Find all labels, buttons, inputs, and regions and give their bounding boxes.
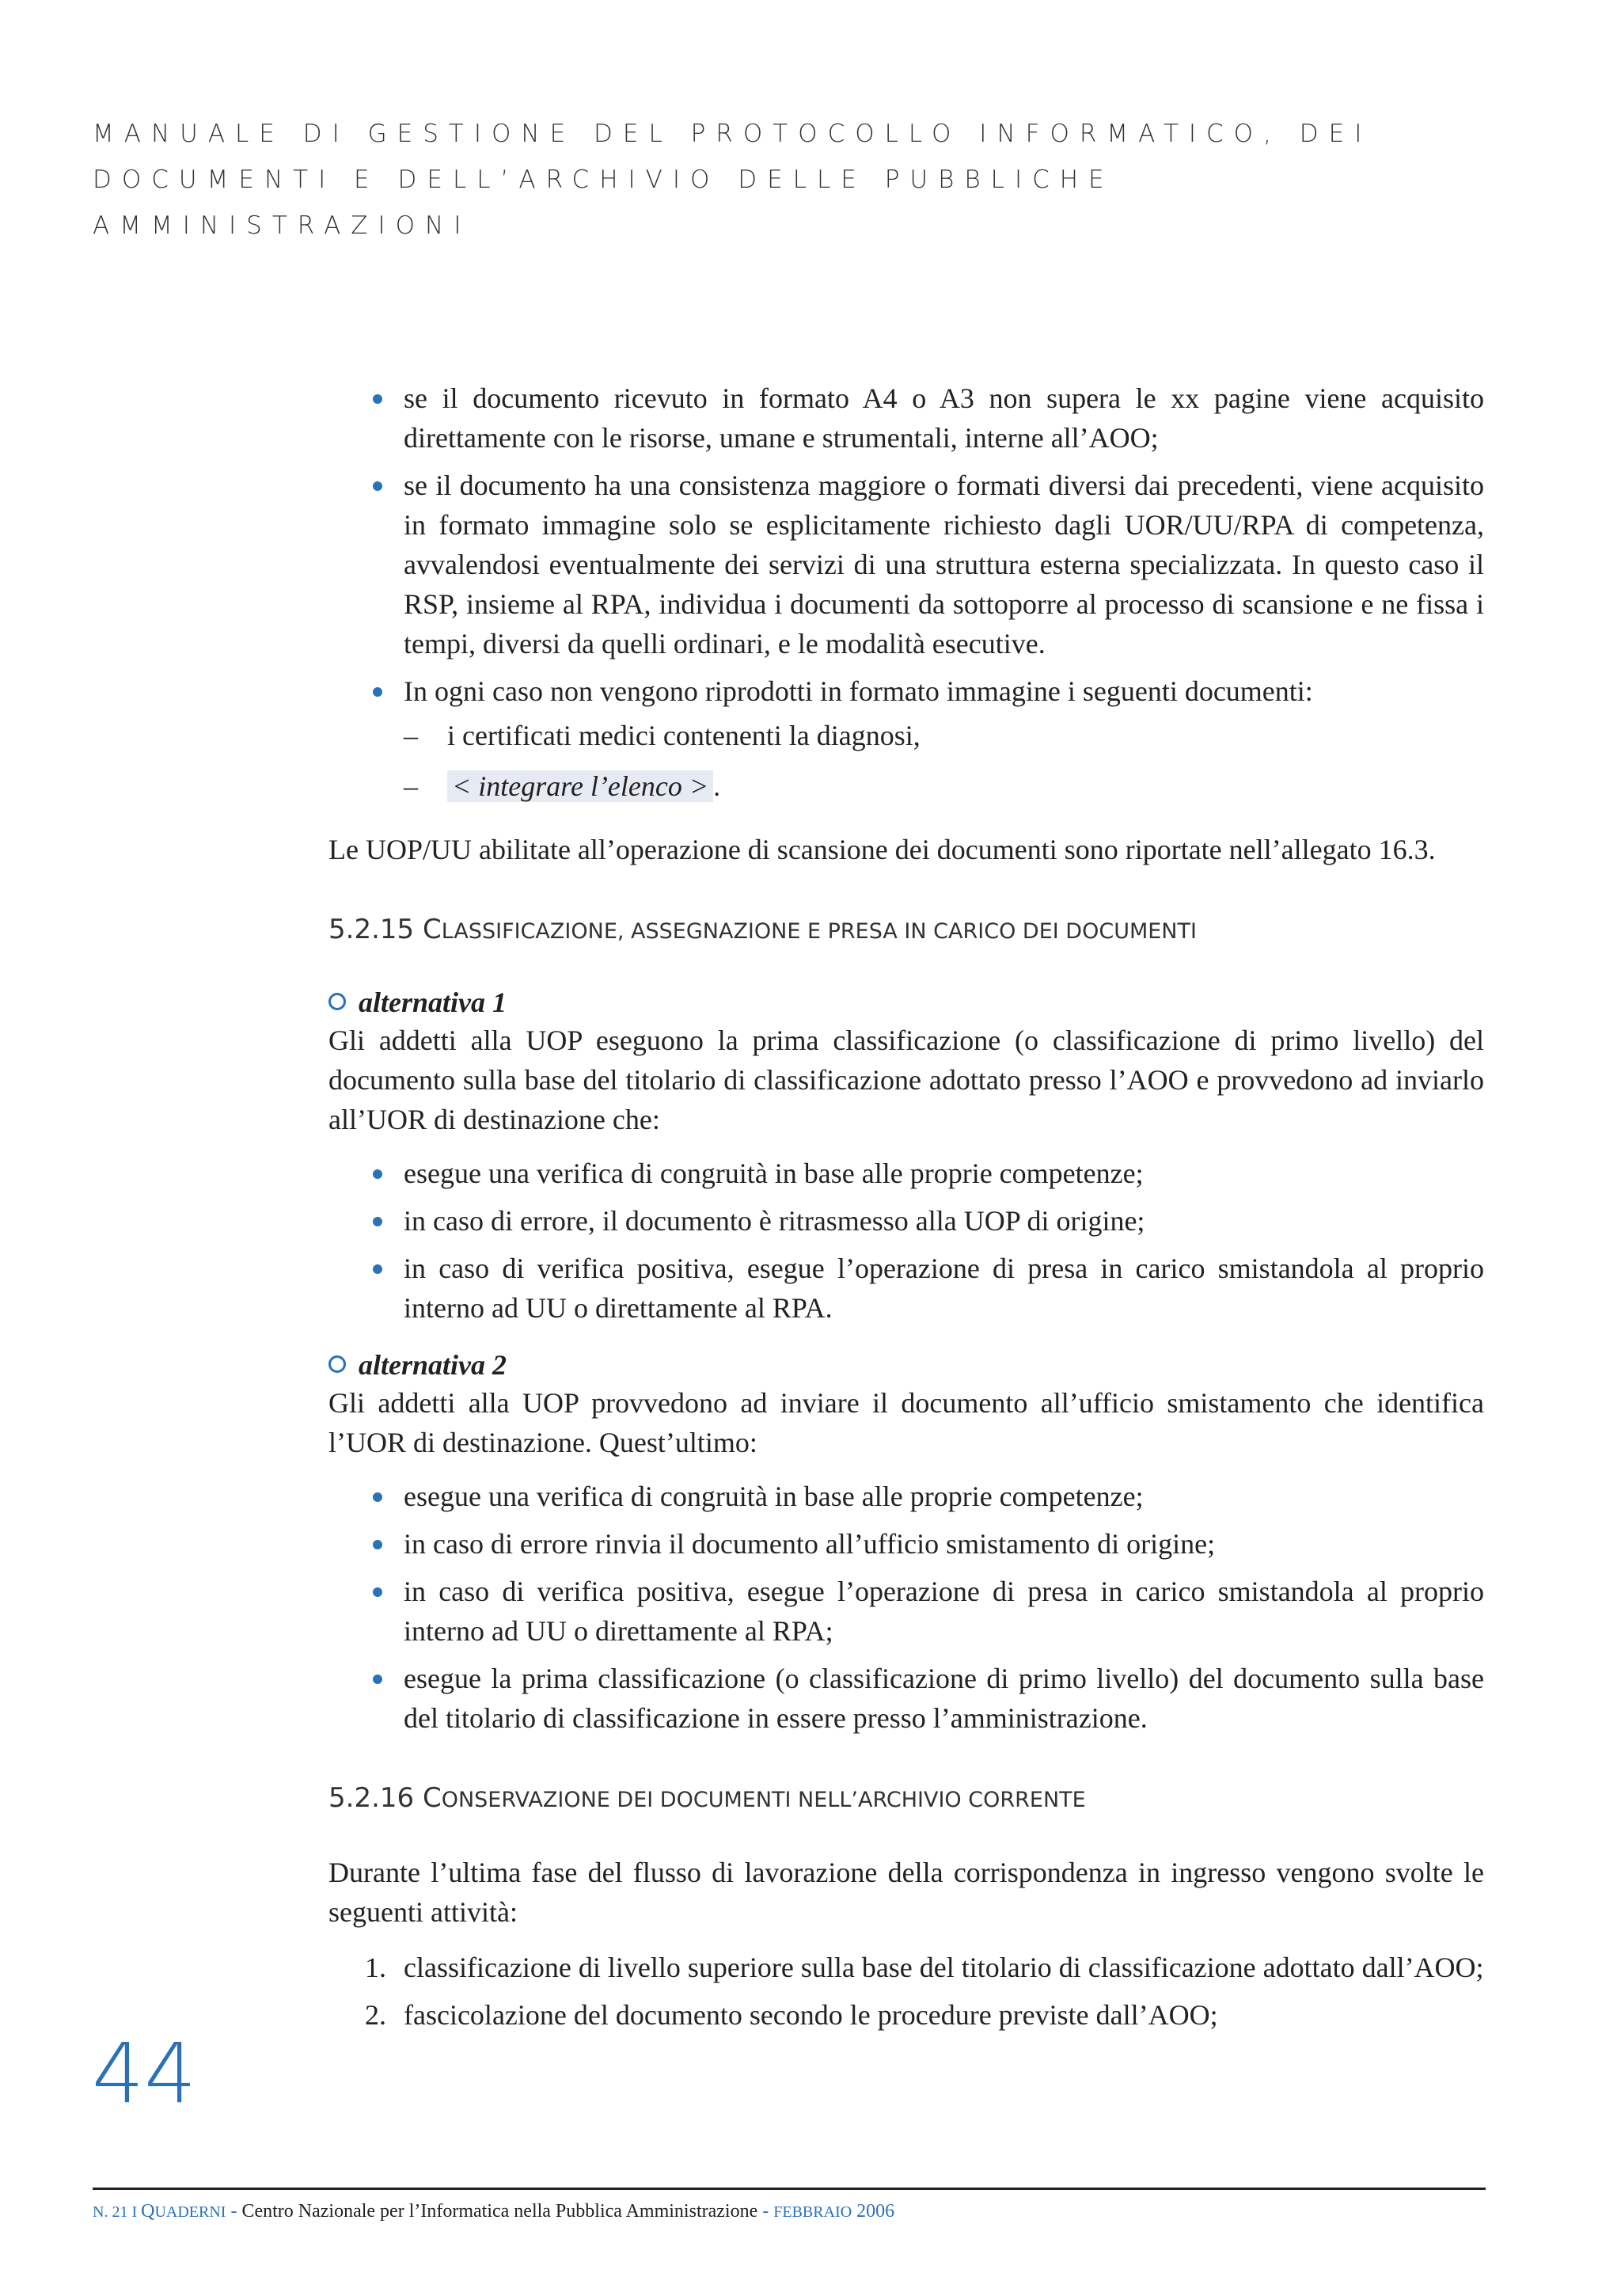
- numbered-item: [328, 1948, 1484, 1987]
- list-item: se il documento ricevuto in formato A4 o A3 non supera le xx pagine viene acquisito direttamente con le risorse, umane e strumentali, interne all’AOO;: [328, 378, 1484, 458]
- list-item-text: In ogni caso non vengono riprodotti in formato immagine i seguenti documenti:: [404, 675, 1313, 707]
- footer-year: 2006: [852, 2201, 895, 2222]
- item-text: classificazione di livello superiore sulla base del titolario di classificazione adottato dall’AOO;: [404, 1952, 1484, 1983]
- footer-month: FEBBRAIO: [773, 2203, 852, 2221]
- footer-divider: [93, 2188, 1486, 2190]
- dash-item: [404, 766, 1484, 806]
- alternative-2-intro: Gli addetti alla UOP provvedono ad inviare il documento all’ufficio smistamento che identifica l’UOR di destinazione. Quest’ultimo:: [328, 1387, 1484, 1458]
- paragraph-final-phase: Durante l’ultima fase del flusso di lavorazione della corrispondenza in ingresso vengono svolte le seguenti attività:: [328, 1857, 1484, 1928]
- alternative-2-heading: [328, 1347, 1484, 1383]
- dash-list-excluded-documents: [404, 716, 1484, 806]
- item-number: 2.: [365, 1999, 386, 2031]
- list-item: in caso di errore, il documento è ritrasmesso alla UOP di origine;: [328, 1201, 1484, 1241]
- section-number: 5.2.16: [328, 1782, 415, 1814]
- footer-series-rest: UADERNI: [154, 2203, 226, 2221]
- circle-bullet-icon: [328, 1355, 346, 1373]
- alternative-2-list: [328, 1477, 1484, 1738]
- circle-bullet-icon: [328, 993, 346, 1010]
- footer-publisher: Centro Nazionale per l’Informatica nella Pubblica Amministrazione: [241, 2201, 758, 2222]
- footer-series-initial: Q: [141, 2201, 155, 2222]
- section-title-rest: LASSIFICAZIONE, ASSEGNAZIONE E PRESA IN CARICO DEI DOCUMENTI: [441, 919, 1197, 944]
- section-heading-5-2-16: [328, 1782, 1484, 1816]
- numbered-item: [328, 1995, 1484, 2035]
- footer-separator: -: [757, 2201, 774, 2222]
- page-body: [328, 378, 1484, 2043]
- list-item: [328, 671, 1484, 806]
- list-item: in caso di verifica positiva, esegue l’operazione di presa in carico smistandola al proprio interno ad UU o direttamente al RPA;: [328, 1572, 1484, 1651]
- alternative-1-label: alternativa 1: [359, 986, 507, 1018]
- bullet-list-scan-rules: [328, 378, 1484, 806]
- item-number: 1.: [365, 1952, 386, 1983]
- section-number: 5.2.15: [328, 914, 415, 945]
- section-title-initial: C: [422, 914, 442, 945]
- section-title-rest: ONSERVAZIONE DEI DOCUMENTI NELL’ARCHIVIO CORRENTE: [441, 1788, 1086, 1812]
- list-item: se il documento ha una consistenza maggiore o formati diversi dai precedenti, viene acquisito in formato immagine solo se esplicitamente richiesto dagli UOR/UU/RPA di competenza, avvalendosi eventualmente dei servizi di una struttura esterna specializzata. In questo caso il RSP, insieme al RPA, individua i documenti da sottoporre al processo di scansione e ne fissa i tempi, diversi da quelli ordinari, e le modalità esecutive.: [328, 466, 1484, 663]
- running-header: [93, 111, 1486, 249]
- alternative-2-label: alternativa 2: [359, 1349, 507, 1381]
- numbered-list-activities: [328, 1948, 1484, 2035]
- list-item: esegue una verifica di congruità in base alle proprie competenze;: [328, 1154, 1484, 1193]
- list-item: esegue una verifica di congruità in base alle proprie competenze;: [328, 1477, 1484, 1516]
- section-heading-5-2-15: [328, 914, 1484, 948]
- section-title-initial: C: [422, 1782, 442, 1814]
- running-header-line-1: MANUALE DI GESTIONE DEL PROTOCOLLO INFORMATICO, DEI: [93, 120, 1372, 148]
- list-item: esegue la prima classificazione (o classificazione di primo livello) del documento sulla base del titolario di classificazione in essere presso l’amministrazione.: [328, 1659, 1484, 1738]
- page-number: 44: [92, 2025, 197, 2122]
- alternative-1-heading: [328, 984, 1484, 1021]
- footer-issue: N. 21 I: [93, 2203, 142, 2221]
- alternative-1-list: [328, 1154, 1484, 1328]
- running-header-line-2: DOCUMENTI E DELL’ARCHIVIO DELLE PUBBLICHE AMMINISTRAZIONI: [93, 165, 1114, 240]
- list-item: in caso di verifica positiva, esegue l’operazione di presa in carico smistandola al proprio interno ad UU o direttamente al RPA.: [328, 1249, 1484, 1328]
- list-item: in caso di errore rinvia il documento all’ufficio smistamento di origine;: [328, 1524, 1484, 1564]
- footer-separator: -: [226, 2201, 242, 2222]
- item-text: fascicolazione del documento secondo le procedure previste dall’AOO;: [404, 1999, 1218, 2031]
- alternative-1-intro: Gli addetti alla UOP eseguono la prima classificazione (o classificazione di primo livello) del documento sulla base del titolario di classificazione adottato presso l’AOO e provvedono ad inviarlo all’UOR di destinazione che:: [328, 1024, 1484, 1135]
- dash-item-suffix: .: [713, 770, 721, 802]
- paragraph-uop: Le UOP/UU abilitate all’operazione di scansione dei documenti sono riportate nell’allegato 16.3.: [328, 834, 1436, 865]
- footer: [93, 2201, 894, 2222]
- placeholder-highlight: < integrare l’elenco >: [447, 770, 713, 802]
- dash-item: – i certificati medici contenenti la diagnosi,: [404, 716, 1484, 755]
